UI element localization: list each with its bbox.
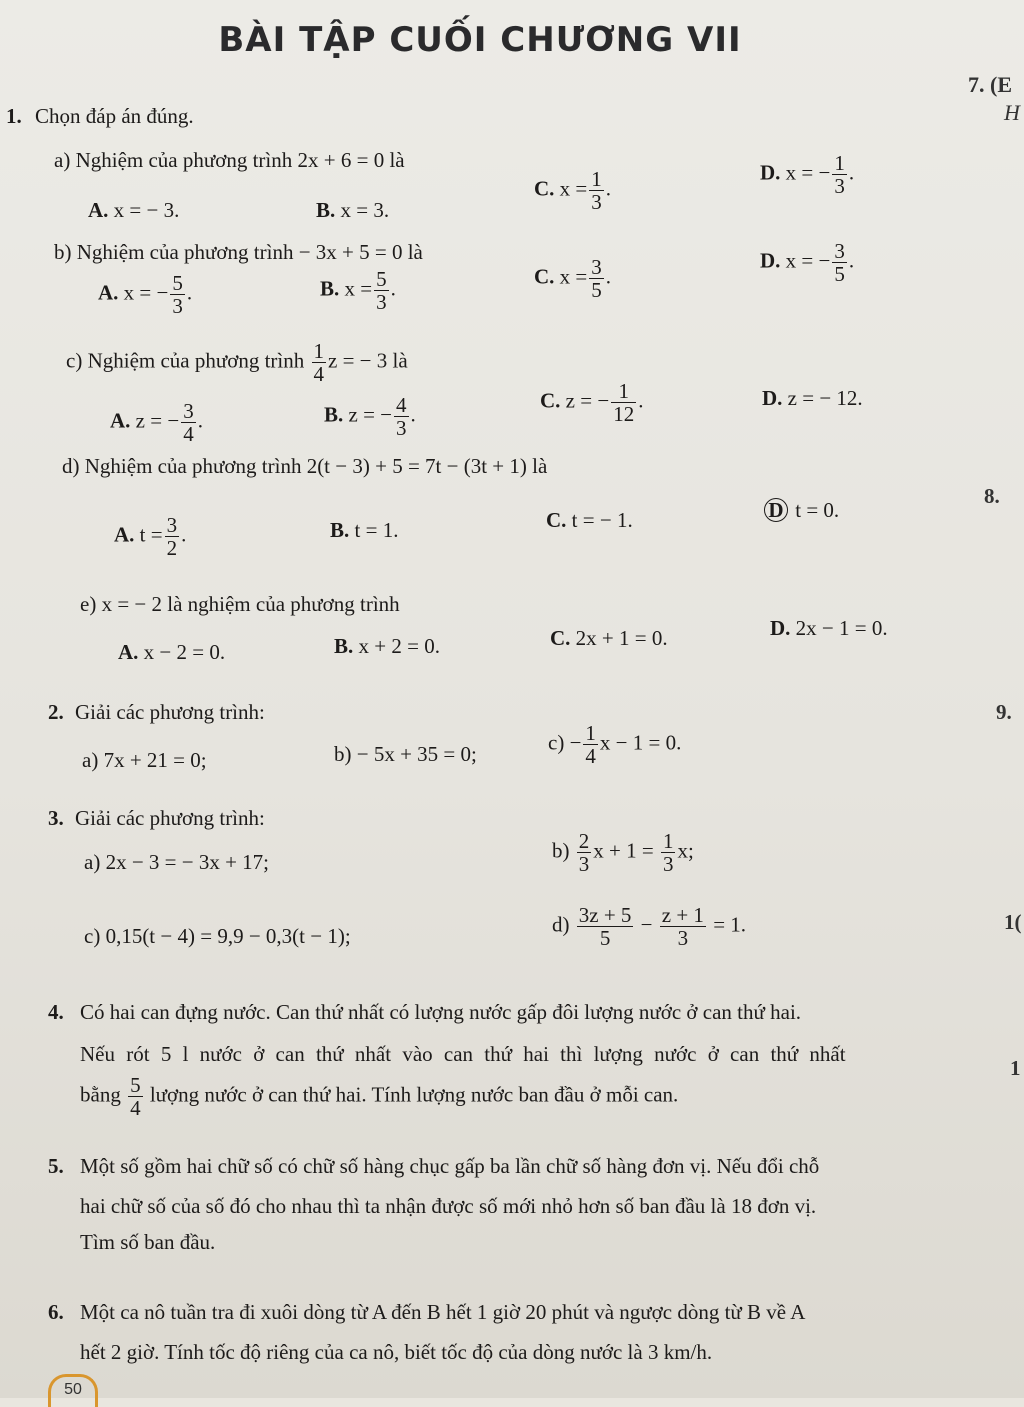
q5-number: 5.: [48, 1154, 64, 1178]
q1a-option-d: D. x = − $\frac{1}{3}$ .: [760, 151, 855, 199]
margin-label-8: 8.: [984, 484, 1000, 508]
margin-label-h: H: [1004, 100, 1020, 125]
q1b-stem: b) Nghiệm của phương trình − 3x + 5 = 0 là: [54, 240, 423, 264]
q3-heading: 3. Giải các phương trình:: [48, 806, 265, 830]
q1-heading: [6, 104, 194, 129]
q1e-option-d: D. 2x − 1 = 0.: [770, 616, 888, 640]
q5-line1: Một số gồm hai chữ số có chữ số hàng chục gấp ba lần chữ số hàng đơn vị. Nếu đổi chỗ: [80, 1154, 820, 1178]
q1c-stem: c) Nghiệm của phương trình $\frac{1}{4}$ z = − 3 là: [66, 339, 408, 387]
q1c-option-b: B. z = − $\frac{4}{3}$ .: [324, 393, 416, 441]
q1a-option-a: A. x = − 3.: [88, 198, 180, 222]
q2-heading: 2. Giải các phương trình:: [48, 700, 265, 724]
q1-instruction: Chọn đáp án đúng.: [35, 104, 194, 128]
q4-number: 4.: [48, 1000, 64, 1024]
q1a-option-c: C. x = $\frac{1}{3}$ .: [534, 167, 612, 215]
q2c: c) − $\frac{1}{4}$ x − 1 = 0.: [548, 721, 682, 769]
q5-line3: Tìm số ban đầu.: [80, 1230, 216, 1254]
q3a: a) 2x − 3 = − 3x + 17;: [84, 850, 270, 874]
q3c: c) 0,15(t − 4) = 9,9 − 0,3(t − 1);: [84, 924, 351, 948]
q1c-option-c: C. z = − $\frac{1}{12}$ .: [540, 379, 644, 427]
q5-line2: hai chữ số của số đó cho nhau thì ta nhận được số mới nhỏ hơn số ban đầu là 18 đơn vị.: [80, 1194, 817, 1218]
margin-label-10: 1(: [1004, 910, 1022, 934]
q1a-stem: a) Nghiệm của phương trình 2x + 6 = 0 là: [54, 148, 405, 172]
q4-line2: Nếu rót 5 l nước ở can thứ nhất vào can thứ hai thì lượng nước ở can thứ nhất: [80, 1042, 846, 1066]
q1d-option-b: B. t = 1.: [330, 518, 399, 542]
q1-number: 1.: [6, 104, 22, 128]
q3d: d) $\frac{3z + 5}{5}$ − $\frac{z + 1}{3}$ = 1.: [552, 903, 747, 951]
q6-number: 6.: [48, 1300, 64, 1324]
q1e-option-c: C. 2x + 1 = 0.: [550, 626, 668, 650]
q1b-option-d: D. x = − $\frac{3}{5}$ .: [760, 239, 855, 287]
margin-label-7: 7. (E: [968, 72, 1012, 97]
q1d-option-a: A. t = $\frac{3}{2}$ .: [114, 513, 187, 561]
q1d-option-c: C. t = − 1.: [546, 508, 633, 532]
margin-label-9: 9.: [996, 700, 1012, 724]
q1e-stem: e) x = − 2 là nghiệm của phương trình: [80, 592, 400, 616]
q4-line3: bằng $\frac{5}{4}$ lượng nước ở can thứ hai. Tính lượng nước ban đầu ở mỗi can.: [80, 1073, 679, 1121]
q6-line1: Một ca nô tuần tra đi xuôi dòng từ A đến B hết 1 giờ 20 phút và ngược dòng từ B về A: [80, 1300, 806, 1324]
q1e-option-a: A. x − 2 = 0.: [118, 640, 226, 664]
page-number: 50: [48, 1374, 98, 1407]
q1b-option-b: B. x = $\frac{5}{3}$ .: [320, 267, 396, 315]
margin-label-11: 1: [1010, 1056, 1021, 1080]
q1d-option-d-selected: D t = 0.: [764, 498, 839, 523]
q1a-option-b: B. x = 3.: [316, 198, 390, 222]
q1d-stem: d) Nghiệm của phương trình 2(t − 3) + 5 = 7t − (3t + 1) là: [62, 454, 548, 478]
q1b-option-c: C. x = $\frac{3}{5}$ .: [534, 255, 612, 303]
q3b: b) $\frac{2}{3}$ x + 1 = $\frac{1}{3}$ x;: [552, 829, 694, 877]
q1e-option-b: B. x + 2 = 0.: [334, 634, 440, 658]
q1b-option-a: A. x = − $\frac{5}{3}$ .: [98, 271, 193, 319]
q1c-option-a: A. z = − $\frac{3}{4}$ .: [110, 399, 203, 447]
q6-line2: hết 2 giờ. Tính tốc độ riêng của ca nô, biết tốc độ của dòng nước là 3 km/h.: [80, 1340, 713, 1364]
page-title: BÀI TẬP CUỐI CHƯƠNG VII: [218, 20, 742, 60]
q2b: b) − 5x + 35 = 0;: [334, 742, 477, 766]
q2a: a) 7x + 21 = 0;: [82, 748, 207, 772]
q4-line1: Có hai can đựng nước. Can thứ nhất có lượng nước gấp đôi lượng nước ở can thứ hai.: [80, 1000, 802, 1024]
q1c-option-d: D. z = − 12.: [762, 386, 863, 410]
